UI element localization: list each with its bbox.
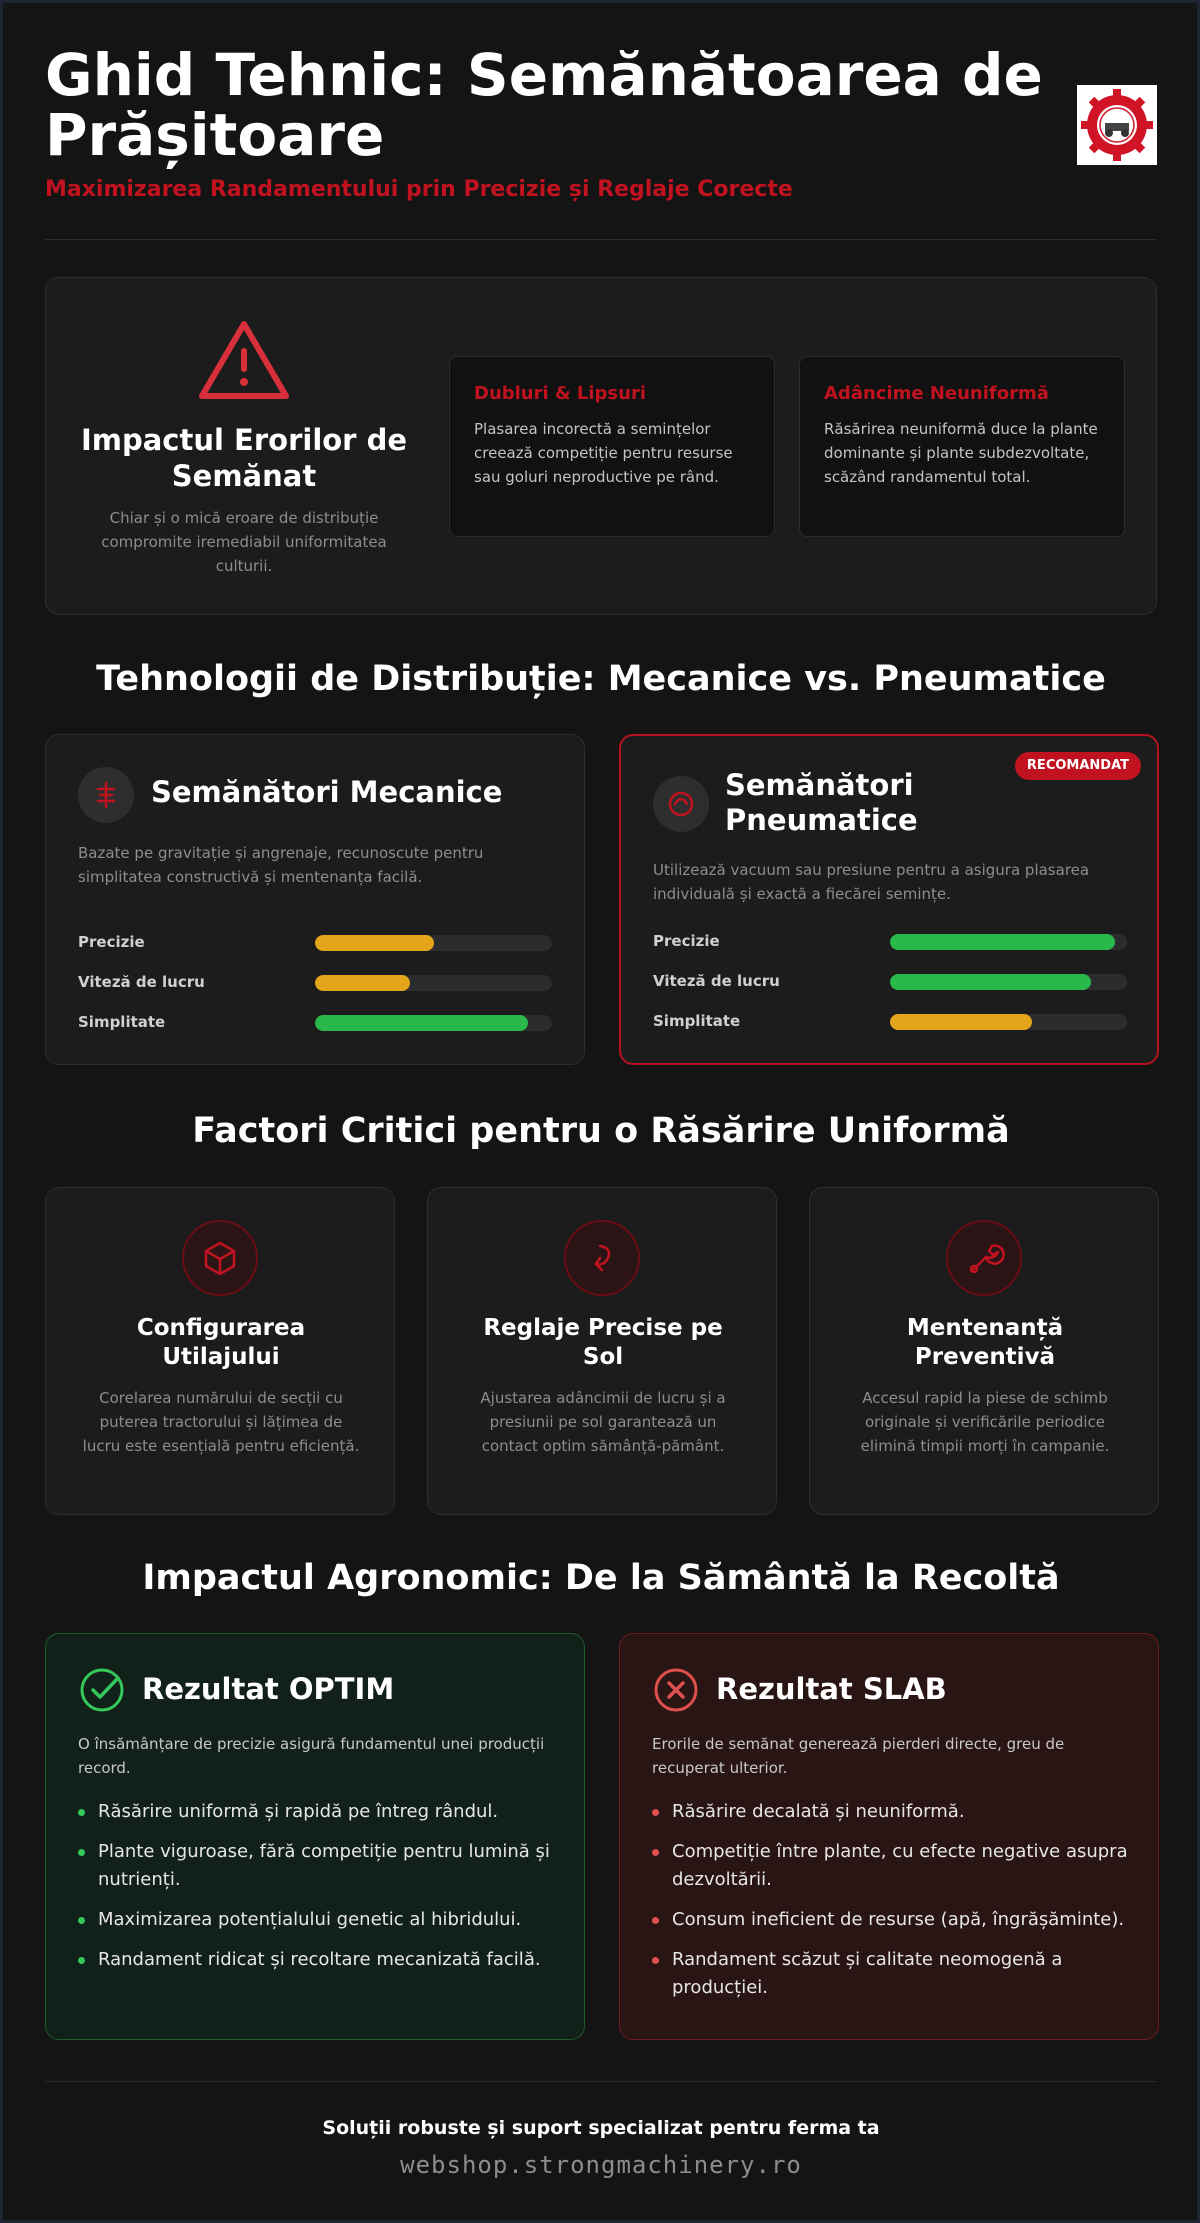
list-item-text: Consum ineficient de resurse (apă, îngrășăminte).	[672, 1909, 1125, 1930]
warning-triangle-icon	[74, 318, 414, 402]
list-item-text: Maximizarea potențialului genetic al hibridului.	[98, 1909, 522, 1930]
bar-row	[78, 973, 548, 993]
factor-card	[427, 1187, 777, 1515]
bar-row	[653, 972, 1123, 992]
impact-card	[45, 277, 1157, 615]
impact-subcard-title: Adâncime Neuniformă	[824, 383, 1049, 404]
bar-track	[890, 974, 1127, 990]
impact-text: Chiar și o mică eroare de distribuție compromite iremediabil uniformitatea culturii.	[101, 509, 387, 575]
list-item-text: Răsărire decalată și neuniformă.	[672, 1801, 965, 1822]
list-item-text: Randament ridicat și recoltare mecanizată facilă.	[98, 1949, 541, 1970]
bar-label: Viteză de lucru	[78, 973, 205, 991]
impact-subcard	[799, 356, 1125, 537]
cube-icon	[182, 1220, 258, 1296]
impact-subcard-text: Plasarea incorectă a semințelor creează competiție pentru resurse sau goluri neproductive pe rând.	[474, 420, 733, 486]
gears-icon	[78, 767, 134, 823]
pneumatic-card	[619, 734, 1159, 1065]
bar-row	[78, 933, 548, 953]
factor-title: Configurarea Utilajului	[136, 1315, 306, 1370]
optim-title: Rezultat OPTIM	[142, 1672, 395, 1706]
optim-list	[78, 1798, 558, 1986]
tech-section-title: Tehnologii de Distribuție: Mecanice vs. Pneumatice	[96, 659, 1106, 699]
bar-fill	[315, 935, 434, 951]
bar-fill	[315, 1015, 528, 1031]
bullet-dot	[652, 1957, 659, 1964]
bar-label: Viteză de lucru	[653, 972, 780, 990]
list-item	[78, 1838, 558, 1894]
factor-text: Corelarea numărului de secții cu puterea tractorului și lățimea de lucru este esențială pentru eficiență.	[82, 1389, 360, 1455]
optim-card	[45, 1633, 585, 2040]
bar-label: Precizie	[78, 933, 145, 951]
factor-card	[45, 1187, 395, 1515]
bar-track	[315, 975, 552, 991]
air-icon	[653, 776, 709, 832]
bar-label: Simplitate	[78, 1013, 166, 1031]
agro-section-title: Impactul Agronomic: De la Sământă la Recoltă	[142, 1558, 1060, 1598]
x-circle-icon	[652, 1666, 700, 1714]
company-logo	[1077, 85, 1157, 165]
check-circle-icon	[78, 1666, 126, 1714]
footer-tagline: Soluții robuste și suport specializat pentru ferma ta	[322, 2117, 880, 2139]
slab-text: Erorile de semănat generează pierderi directe, greu de recuperat ulterior.	[652, 1735, 1065, 1777]
list-item-text: Plante viguroase, fără competiție pentru lumină și nutrienți.	[98, 1841, 550, 1890]
adjust-icon	[564, 1220, 640, 1296]
bullet-dot	[78, 1849, 85, 1856]
bar-fill	[890, 1014, 1032, 1030]
mechanical-text: Bazate pe gravitație și angrenaje, recunoscute pentru simplitatea constructivă și mentenanța facilă.	[78, 844, 484, 886]
list-item	[652, 1946, 1132, 2002]
list-item-text: Răsărire uniformă și rapidă pe întreg rândul.	[98, 1801, 499, 1822]
bar-track	[890, 934, 1127, 950]
bullet-dot	[652, 1917, 659, 1924]
impact-subcard	[449, 356, 775, 537]
bar-row	[653, 932, 1123, 952]
bullet-dot	[78, 1917, 85, 1924]
impact-subcard-text: Răsărirea neuniformă duce la plante dominante și plante subdezvoltate, scăzând randamentul total.	[824, 420, 1098, 486]
bullet-dot	[652, 1809, 659, 1816]
mechanical-card	[45, 734, 585, 1065]
page-title: Ghid Tehnic: Semănătoarea de Prășitoare	[45, 41, 1043, 169]
slab-title: Rezultat SLAB	[716, 1672, 947, 1706]
list-item	[78, 1798, 558, 1826]
bar-label: Precizie	[653, 932, 720, 950]
bar-row	[653, 1012, 1123, 1032]
pneumatic-text: Utilizează vacuum sau presiune pentru a asigura plasarea individuală și exactă a fiecărei semințe.	[653, 861, 1090, 903]
bar-track	[315, 935, 552, 951]
factor-card	[809, 1187, 1159, 1515]
recommended-badge: RECOMANDAT	[1015, 752, 1141, 780]
gear-logo-icon	[1077, 85, 1157, 165]
slab-list	[652, 1798, 1132, 2014]
bullet-dot	[78, 1957, 85, 1964]
list-item	[652, 1838, 1132, 1894]
bullet-dot	[652, 1849, 659, 1856]
list-item	[652, 1798, 1132, 1826]
bar-fill	[890, 974, 1091, 990]
slab-card	[619, 1633, 1159, 2040]
bar-track	[890, 1014, 1127, 1030]
page-subtitle: Maximizarea Randamentului prin Precizie și Reglaje Corecte	[45, 177, 793, 202]
bullet-dot	[78, 1809, 85, 1816]
page	[3, 3, 1197, 2220]
factor-title: Reglaje Precise pe Sol	[483, 1315, 723, 1370]
factor-text: Accesul rapid la piese de schimb originale și verificările periodice elimină timpii morți în campanie.	[860, 1389, 1110, 1455]
bar-label: Simplitate	[653, 1012, 741, 1030]
impact-summary	[74, 318, 414, 578]
mechanical-title: Semănători Mecanice	[151, 775, 503, 809]
list-item	[78, 1946, 558, 1974]
factor-title: Mentenanță Preventivă	[906, 1315, 1064, 1370]
list-item-text: Randament scăzut și calitate neomogenă a producției.	[672, 1949, 1063, 1998]
footer-url[interactable]: webshop.strongmachinery.ro	[400, 2151, 802, 2179]
pneumatic-title: Semănători Pneumatice	[725, 768, 918, 837]
impact-subcard-title: Dubluri & Lipsuri	[474, 383, 647, 404]
bar-fill	[315, 975, 410, 991]
list-item-text: Competiție între plante, cu efecte negative asupra dezvoltării.	[672, 1841, 1128, 1890]
wrench-icon	[946, 1220, 1022, 1296]
impact-title: Impactul Erorilor de Semănat	[80, 423, 408, 493]
optim-text: O însămânțare de precizie asigură fundamentul unei producții record.	[78, 1735, 545, 1777]
list-item	[652, 1906, 1132, 1934]
factors-section-title: Factori Critici pentru o Răsărire Uniformă	[192, 1111, 1010, 1151]
factor-text: Ajustarea adâncimii de lucru și a presiunii pe sol garantează un contact optim sămânță-pământ.	[480, 1389, 726, 1455]
list-item	[78, 1906, 558, 1934]
bar-track	[315, 1015, 552, 1031]
bar-fill	[890, 934, 1115, 950]
footer-divider	[45, 2081, 1157, 2082]
bar-row	[78, 1013, 548, 1033]
header	[45, 41, 1157, 240]
